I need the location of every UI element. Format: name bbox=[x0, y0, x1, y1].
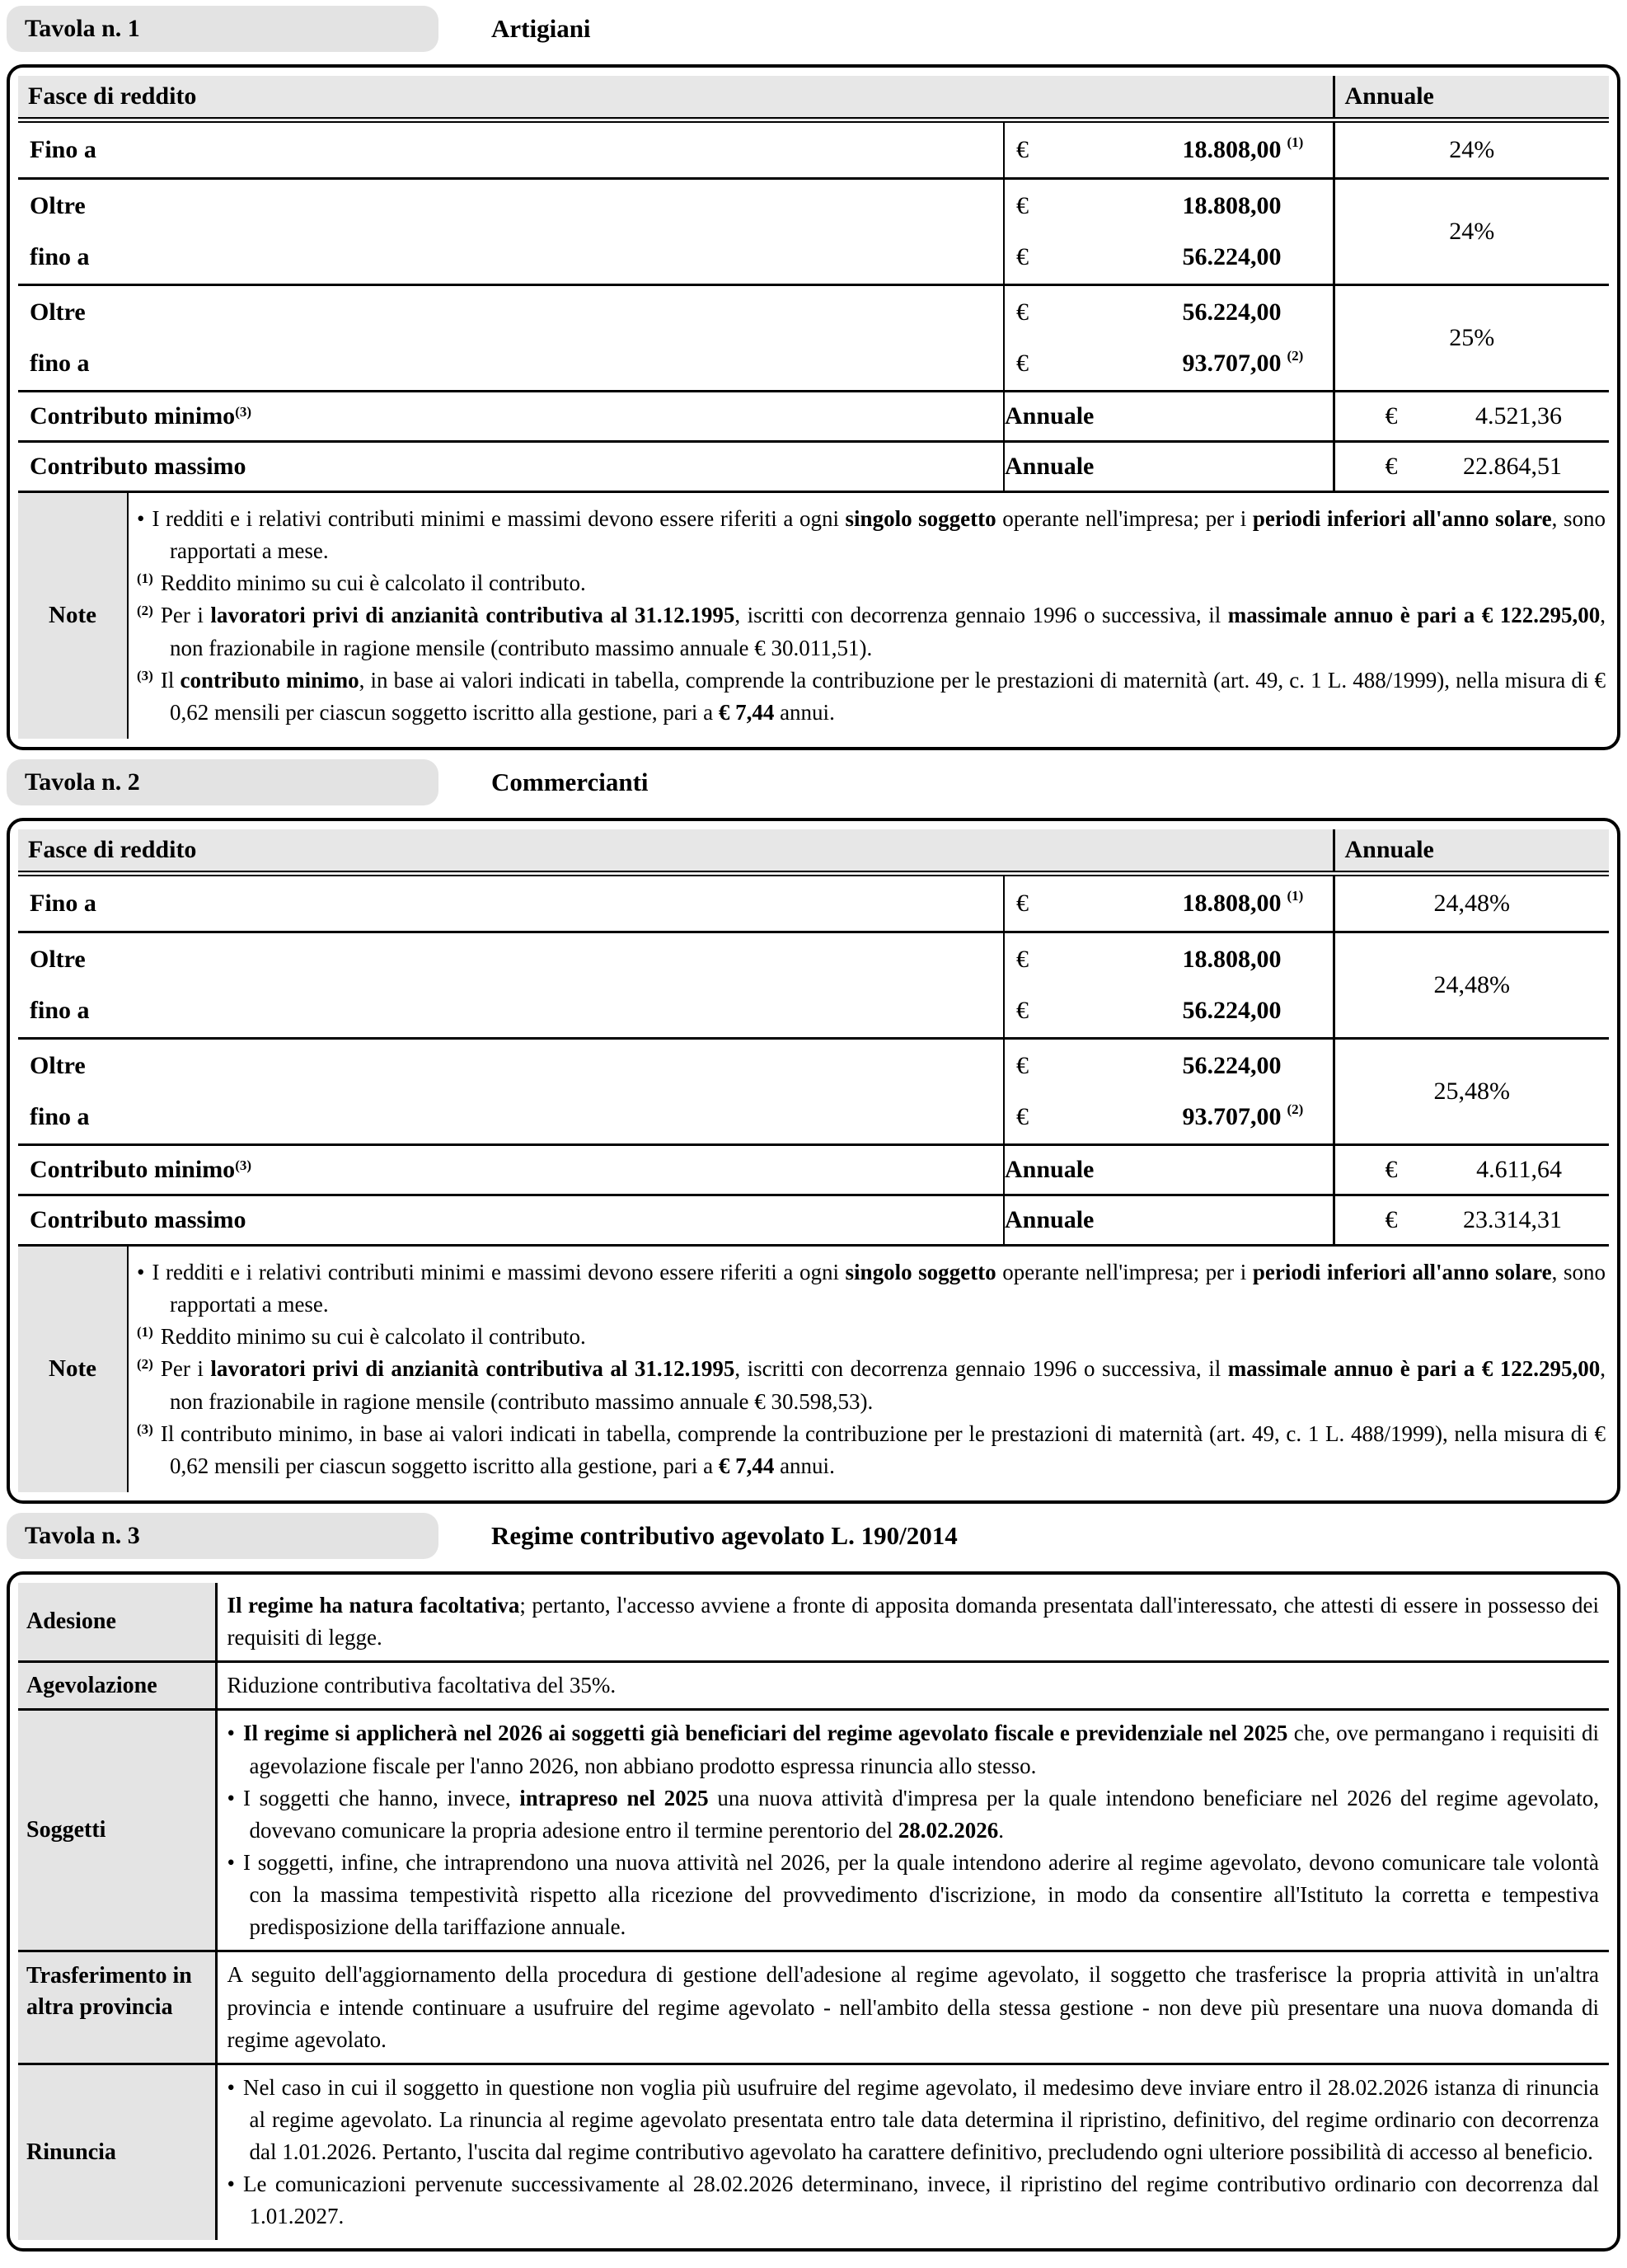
table-row bbox=[18, 285, 1609, 392]
euro-sign: € bbox=[1016, 996, 1029, 1024]
euro-sign: € bbox=[1385, 1205, 1398, 1233]
list-item bbox=[227, 1847, 1600, 1943]
amount-line bbox=[1336, 1156, 1609, 1184]
euro-sign: € bbox=[1016, 298, 1029, 326]
income-label: Fino a bbox=[18, 873, 1004, 932]
income-label bbox=[18, 932, 1004, 1038]
footnote-marker: (3) bbox=[137, 1420, 153, 1437]
list-item bbox=[227, 1782, 1600, 1847]
note-text: Per i lavoratori privi di anzianità contributiva al 31.12.1995, iscritti con decorrenza gennaio 1996 o successiva, il massimale annuo è pari a € 122.295,00, non frazionabile in ragione mensile (contributo massimo annuale € 30.598,53). bbox=[160, 1356, 1606, 1414]
list-item-text: Le comunicazioni pervenute successivamente al 28.02.2026 determinano, invece, il ripristino del regime contributivo ordinario con decorrenza dal 1.01.2027. bbox=[242, 2172, 1599, 2229]
income-label bbox=[18, 285, 1004, 392]
row-content bbox=[216, 1583, 1609, 1662]
paragraph: Riduzione contributiva facoltativa del 35%. bbox=[227, 1673, 617, 1698]
amount-cell bbox=[1004, 1038, 1334, 1144]
row-label: Soggetti bbox=[18, 1710, 216, 1951]
note-item bbox=[137, 1321, 1606, 1353]
amount-line bbox=[1005, 1040, 1333, 1092]
note-label: Note bbox=[18, 1247, 129, 1492]
contrib-label: Contributo massimo bbox=[18, 1195, 1004, 1245]
section-tavola-2 bbox=[0, 758, 1627, 1504]
table-frame bbox=[7, 818, 1620, 1504]
table-row bbox=[18, 1144, 1609, 1195]
table-row-agevolazione bbox=[18, 1662, 1609, 1710]
notes-section bbox=[18, 493, 1609, 739]
amount-value: 18.808,00 bbox=[1182, 945, 1282, 973]
table-title: Artigiani bbox=[491, 14, 591, 43]
rate-value: 25% bbox=[1334, 285, 1609, 392]
amount-value: 56.224,00 bbox=[1182, 1051, 1282, 1079]
income-label-line: Oltre bbox=[30, 192, 86, 219]
euro-sign: € bbox=[1016, 889, 1029, 917]
table-row-adesione bbox=[18, 1583, 1609, 1662]
income-label-line: Oltre bbox=[30, 1051, 86, 1079]
period-label: Annuale bbox=[1004, 442, 1334, 492]
footnote-marker: (3) bbox=[137, 667, 153, 683]
amount-line bbox=[1336, 402, 1609, 430]
table-row bbox=[18, 1038, 1609, 1144]
note-item bbox=[137, 664, 1606, 729]
note-item bbox=[137, 503, 1606, 567]
list-item-text: Nel caso in cui il soggetto in questione non voglia più usufruire del regime agevolato, il medesimo deve inviare entro il 28.02.2026 istanza di rinuncia al regime agevolato. La rinuncia al regime agevolato presentata entro tale data determina il ripristino, definitivo, del regime ordinario con decorrenza dal 1.01.2026. Pertanto, l'uscita dal regime contributivo agevolato ha carattere definitivo, precludendo ogni ulteriore possibilità di accesso al beneficio. bbox=[242, 2074, 1599, 2165]
contrib-amount bbox=[1334, 392, 1609, 442]
note-text: I redditi e i relativi contributi minimi e massimi devono essere riferiti a ogni singolo soggetto operante nell'impresa; per i periodi inferiori all'anno solare, sono rapportati a mese. bbox=[152, 1259, 1606, 1317]
euro-sign: € bbox=[1016, 350, 1029, 377]
amount-line bbox=[1005, 985, 1333, 1036]
column-header-annuale: Annuale bbox=[1334, 829, 1609, 874]
column-header-annuale: Annuale bbox=[1334, 76, 1609, 120]
list-item bbox=[227, 1717, 1600, 1782]
amount-value: 56.224,00 bbox=[1182, 996, 1282, 1024]
table-row-soggetti bbox=[18, 1710, 1609, 1951]
amount-value: 22.864,51 bbox=[1463, 453, 1562, 480]
note-text: I redditi e i relativi contributi minimi e massimi devono essere riferiti a ogni singolo soggetto operante nell'impresa; per i periodi inferiori all'anno solare, sono rapportati a mese. bbox=[152, 506, 1606, 564]
amount-line bbox=[1336, 1206, 1609, 1234]
table-row bbox=[18, 1195, 1609, 1245]
note-text: Per i lavoratori privi di anzianità contributiva al 31.12.1995, iscritti con decorrenza gennaio 1996 o successiva, il massimale annuo è pari a € 122.295,00, non frazionabile in ragione mensile (contributo massimo annuale € 30.011,51). bbox=[160, 603, 1606, 660]
row-label: Rinuncia bbox=[18, 2064, 216, 2239]
table-row bbox=[18, 873, 1609, 932]
euro-sign: € bbox=[1385, 1155, 1398, 1183]
rate-value: 25,48% bbox=[1334, 1038, 1609, 1144]
table-title: Regime contributivo agevolato L. 190/2014 bbox=[491, 1520, 958, 1550]
amount-cell bbox=[1004, 932, 1334, 1038]
row-label: Agevolazione bbox=[18, 1662, 216, 1710]
bullet-marker: • bbox=[137, 506, 145, 531]
amount-cell bbox=[1004, 285, 1334, 392]
note-body bbox=[129, 1247, 1609, 1492]
amount-line bbox=[1005, 1092, 1333, 1143]
column-header-fasce: Fasce di reddito bbox=[18, 76, 1334, 120]
note-label: Note bbox=[18, 493, 129, 739]
amount-line bbox=[1005, 338, 1333, 389]
rate-value: 24% bbox=[1334, 179, 1609, 285]
row-label: Trasferimento in altra provincia bbox=[18, 1951, 216, 2064]
euro-sign: € bbox=[1016, 945, 1029, 973]
amount-value: 93.707,00 bbox=[1182, 350, 1282, 377]
table-row bbox=[18, 120, 1609, 179]
period-label: Annuale bbox=[1004, 392, 1334, 442]
note-item bbox=[137, 567, 1606, 599]
section-tavola-3 bbox=[0, 1512, 1627, 2252]
note-text: Reddito minimo su cui è calcolato il contributo. bbox=[160, 571, 586, 596]
row-content bbox=[216, 2064, 1609, 2239]
footnote-marker: (1) bbox=[137, 1324, 153, 1341]
note-item bbox=[137, 1418, 1606, 1482]
euro-sign: € bbox=[1016, 1051, 1029, 1079]
list-item-text: I soggetti che hanno, invece, intrapreso nel 2025 una nuova attività d'impresa per la quale intendono beneficiare nel 2026 del regime agevolato, dovevano comunicare la propria adesione entro il termine perentorio del 28.02.2026. bbox=[242, 1785, 1599, 1843]
euro-sign: € bbox=[1385, 453, 1398, 480]
rate-value: 24,48% bbox=[1334, 932, 1609, 1038]
row-content bbox=[216, 1710, 1609, 1951]
income-label: Fino a bbox=[18, 120, 1004, 179]
amount-value: 18.808,00 bbox=[1182, 192, 1282, 219]
rate-value: 24,48% bbox=[1334, 873, 1609, 932]
bullet-marker: • bbox=[227, 2172, 235, 2197]
amount-value: 56.224,00 bbox=[1182, 243, 1282, 270]
section-tavola-1 bbox=[0, 5, 1627, 750]
note-item bbox=[137, 1256, 1606, 1321]
income-rate-table bbox=[18, 829, 1609, 1247]
contrib-label: Contributo minimo$^{(3)}$ bbox=[18, 1144, 1004, 1195]
bullet-marker: • bbox=[227, 1785, 235, 1810]
euro-sign: € bbox=[1016, 136, 1029, 163]
amount-line bbox=[1005, 232, 1333, 283]
rate-value: 24% bbox=[1334, 120, 1609, 179]
note-text: Il contributo minimo, in base ai valori indicati in tabella, comprende la contribuzione per le prestazioni di maternità (art. 49, c. 1 L. 488/1999), nella misura di € 0,62 mensili per ciascun soggetto iscritto alla gestione, pari a € 7,44 annui. bbox=[160, 1420, 1606, 1478]
bullet-marker: • bbox=[137, 1259, 145, 1284]
amount-value: 18.808,00 bbox=[1182, 889, 1282, 917]
footnote-ref: (1) bbox=[1287, 134, 1304, 150]
income-rate-table bbox=[18, 76, 1609, 493]
footnote-ref: (2) bbox=[1287, 348, 1304, 364]
amount-value: 23.314,31 bbox=[1463, 1205, 1562, 1233]
amount-line bbox=[1005, 181, 1333, 232]
column-header-row bbox=[18, 76, 1609, 120]
contrib-amount bbox=[1334, 442, 1609, 492]
amount-value: 56.224,00 bbox=[1182, 298, 1282, 326]
footnote-ref: (1) bbox=[1287, 887, 1304, 904]
income-label-line: Oltre bbox=[30, 945, 86, 973]
row-content bbox=[216, 1662, 1609, 1710]
table-row-rinuncia bbox=[18, 2064, 1609, 2239]
amount-value: 4.521,36 bbox=[1475, 402, 1562, 430]
amount-line bbox=[1005, 287, 1333, 338]
footnote-marker: (2) bbox=[137, 1356, 153, 1373]
table-header-row bbox=[7, 1512, 1620, 1560]
column-header-fasce: Fasce di reddito bbox=[18, 829, 1334, 874]
income-label-line: Oltre bbox=[30, 298, 86, 326]
regime-table bbox=[18, 1583, 1609, 2240]
amount-cell bbox=[1004, 873, 1334, 932]
table-row bbox=[18, 932, 1609, 1038]
income-label-line: fino a bbox=[30, 996, 90, 1024]
note-body bbox=[129, 493, 1609, 739]
row-content bbox=[216, 1951, 1609, 2064]
contrib-amount bbox=[1334, 1144, 1609, 1195]
note-text: Il contributo minimo, in base ai valori indicati in tabella, comprende la contribuzione per le prestazioni di maternità (art. 49, c. 1 L. 488/1999), nella misura di € 0,62 mensili per ciascun soggetto iscritto alla gestione, pari a € 7,44 annui. bbox=[160, 667, 1606, 725]
bullet-marker: • bbox=[227, 1721, 235, 1746]
table-title: Commercianti bbox=[491, 767, 649, 796]
amount-line bbox=[1005, 124, 1333, 176]
bullet-marker: • bbox=[227, 2074, 235, 2100]
amount-value: 93.707,00 bbox=[1182, 1102, 1282, 1130]
table-badge: Tavola n. 3 bbox=[7, 1513, 438, 1559]
period-label: Annuale bbox=[1004, 1144, 1334, 1195]
contrib-label: Contributo minimo$^{(3)}$ bbox=[18, 392, 1004, 442]
table-header-row bbox=[7, 758, 1620, 806]
euro-sign: € bbox=[1016, 192, 1029, 219]
amount-value: 18.808,00 bbox=[1182, 136, 1282, 163]
amount-line bbox=[1336, 453, 1609, 481]
paragraph: A seguito dell'aggiornamento della procedura di gestione dell'adesione al regime agevolato, il soggetto che trasferisce la propria attività in un'altra provincia e intende continuare a usufruire del regime agevolato - nell'ambito della stessa gestione - non deve più presentare una nuova domanda di regime agevolato. bbox=[227, 1962, 1599, 2052]
list-item bbox=[227, 2072, 1600, 2168]
table-row bbox=[18, 179, 1609, 285]
contrib-amount bbox=[1334, 1195, 1609, 1245]
bullet-marker: • bbox=[227, 1849, 235, 1875]
table-frame bbox=[7, 1571, 1620, 2252]
column-header-row bbox=[18, 829, 1609, 874]
table-row bbox=[18, 442, 1609, 492]
note-item bbox=[137, 1353, 1606, 1417]
table-frame bbox=[7, 64, 1620, 750]
euro-sign: € bbox=[1016, 1102, 1029, 1130]
period-label: Annuale bbox=[1004, 1195, 1334, 1245]
income-label-line: fino a bbox=[30, 243, 90, 270]
list-item bbox=[227, 2168, 1600, 2233]
euro-sign: € bbox=[1385, 402, 1398, 430]
footnote-ref: (2) bbox=[1287, 1101, 1304, 1117]
amount-line bbox=[1005, 877, 1333, 930]
table-badge: Tavola n. 2 bbox=[7, 759, 438, 805]
notes-section bbox=[18, 1247, 1609, 1492]
income-label bbox=[18, 1038, 1004, 1144]
footnote-marker: (1) bbox=[137, 571, 153, 587]
note-text: Reddito minimo su cui è calcolato il contributo. bbox=[160, 1324, 586, 1350]
list-item-text: Il regime si applicherà nel 2026 ai soggetti già beneficiari del regime agevolato fiscale e previdenziale nel 2025 che, ove permangano i requisiti di agevolazione fiscale per l'anno 2026, non abbiano prodotto espressa rinuncia allo stesso. bbox=[242, 1721, 1599, 1778]
amount-cell bbox=[1004, 120, 1334, 179]
note-item bbox=[137, 599, 1606, 664]
table-row bbox=[18, 392, 1609, 442]
income-label bbox=[18, 179, 1004, 285]
row-label: Adesione bbox=[18, 1583, 216, 1662]
list-item-text: I soggetti, infine, che intraprendono una nuova attività nel 2026, per la quale intendono aderire al regime agevolato, devono comunicare tale volontà con la massima tempestività rispetto alla ricezione del provvedimento d'iscrizione, in modo da consentire all'Istituto la corretta e tempestiva predisposizione della tariffazione annuale. bbox=[242, 1849, 1599, 1940]
amount-cell bbox=[1004, 179, 1334, 285]
amount-line bbox=[1005, 934, 1333, 985]
euro-sign: € bbox=[1016, 243, 1029, 270]
amount-value: 4.611,64 bbox=[1476, 1155, 1562, 1183]
income-label-line: fino a bbox=[30, 1102, 90, 1130]
table-header-row bbox=[7, 5, 1620, 53]
footnote-marker: (2) bbox=[137, 603, 153, 619]
table-badge: Tavola n. 1 bbox=[7, 6, 438, 52]
income-label-line: fino a bbox=[30, 350, 90, 377]
paragraph: Il regime ha natura facoltativa; pertanto, l'accesso avviene a fronte di apposita domanda presentata dall'interessato, che attesti di essere in possesso dei requisiti di legge. bbox=[227, 1592, 1599, 1651]
table-row-trasferimento bbox=[18, 1951, 1609, 2064]
contrib-label: Contributo massimo bbox=[18, 442, 1004, 492]
